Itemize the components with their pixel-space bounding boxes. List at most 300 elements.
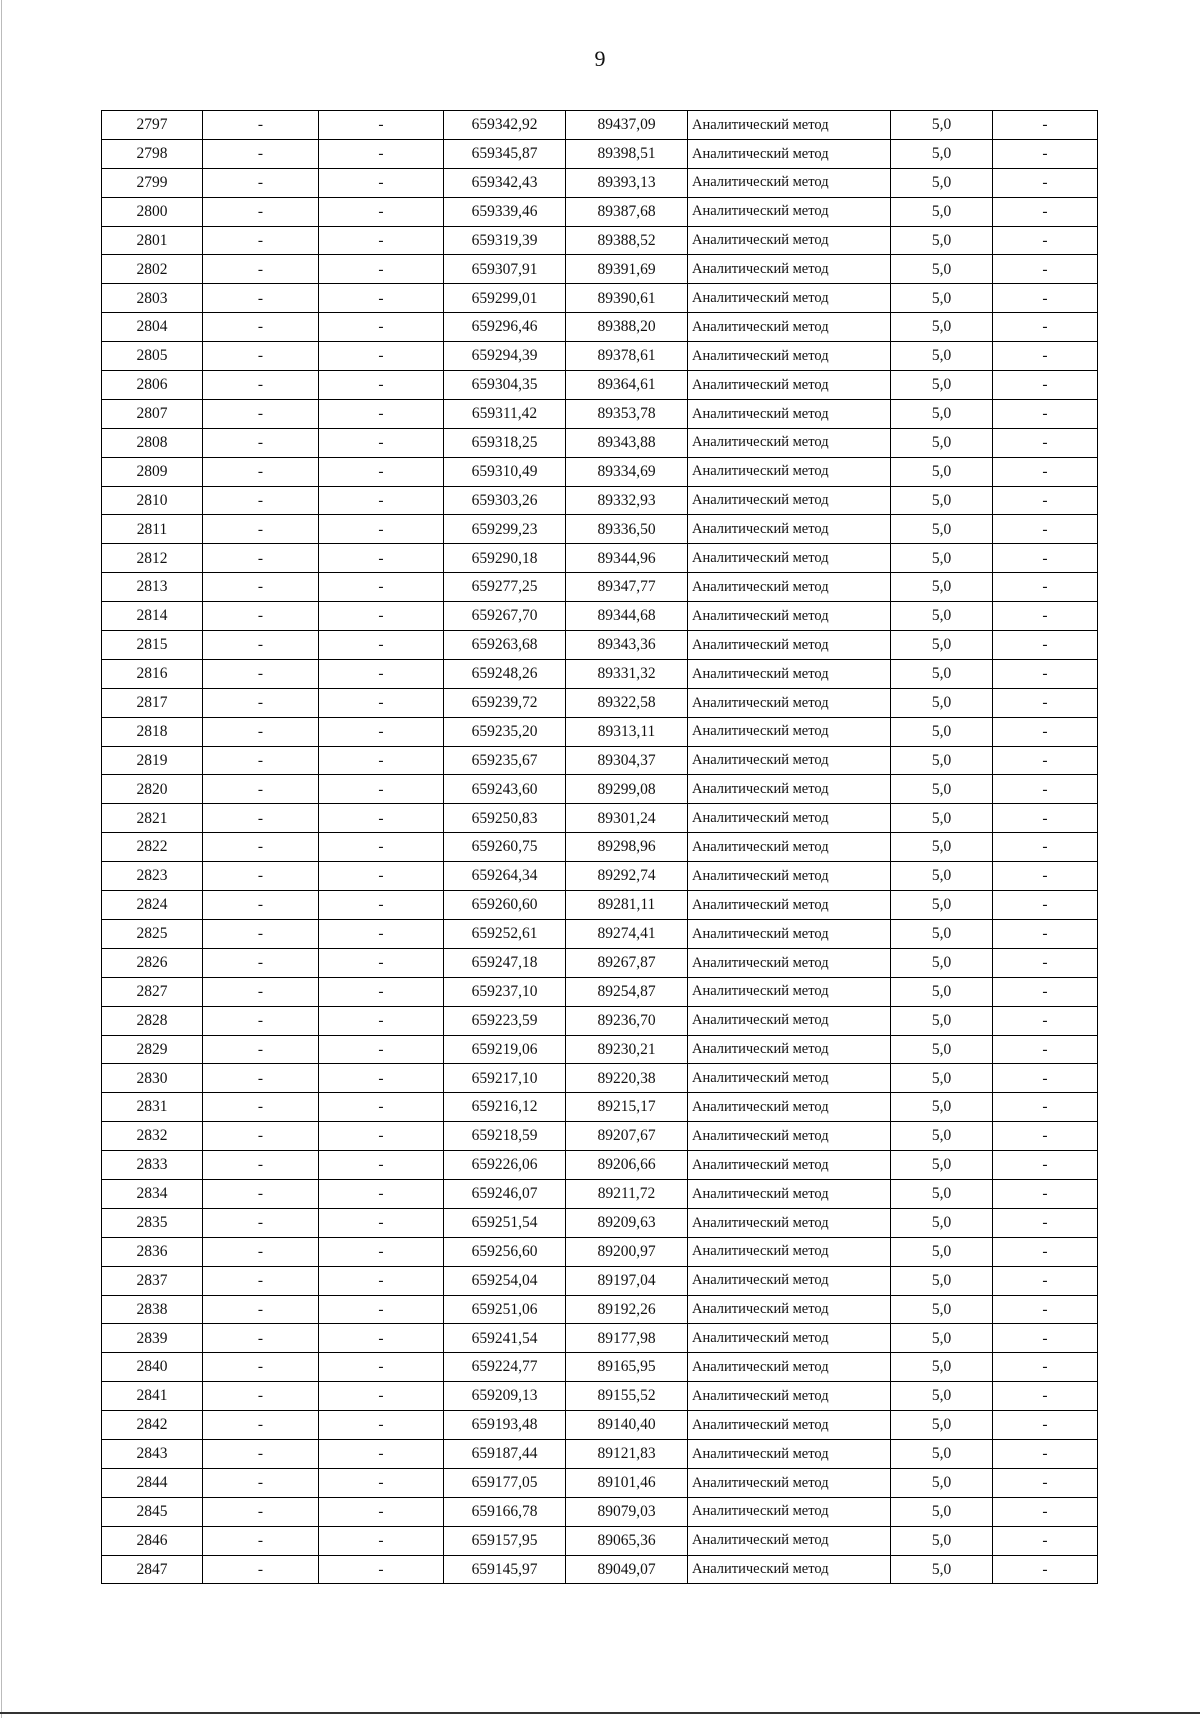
empty-cell-a: - <box>203 688 319 717</box>
empty-cell-b: - <box>319 342 444 371</box>
empty-cell-b: - <box>319 804 444 833</box>
point-number-cell: 2806 <box>102 371 203 400</box>
method-cell: Аналитический метод <box>688 977 891 1006</box>
method-cell: Аналитический метод <box>688 1468 891 1497</box>
method-cell: Аналитический метод <box>688 1035 891 1064</box>
empty-cell-a: - <box>203 399 319 428</box>
table-row <box>102 775 1098 804</box>
empty-cell-a: - <box>203 1555 319 1584</box>
empty-cell-c: - <box>993 948 1098 977</box>
empty-cell-b: - <box>319 1382 444 1411</box>
accuracy-cell: 5,0 <box>891 1324 993 1353</box>
empty-cell-a: - <box>203 168 319 197</box>
accuracy-cell: 5,0 <box>891 255 993 284</box>
point-number-cell: 2803 <box>102 284 203 313</box>
empty-cell-c: - <box>993 342 1098 371</box>
table-row <box>102 919 1098 948</box>
accuracy-cell: 5,0 <box>891 168 993 197</box>
table-row <box>102 717 1098 746</box>
accuracy-cell: 5,0 <box>891 428 993 457</box>
empty-cell-a: - <box>203 1093 319 1122</box>
empty-cell-c: - <box>993 602 1098 631</box>
method-cell: Аналитический метод <box>688 255 891 284</box>
method-cell: Аналитический метод <box>688 1179 891 1208</box>
x-coordinate-cell: 659267,70 <box>444 602 566 631</box>
table-row <box>102 1006 1098 1035</box>
point-number-cell: 2808 <box>102 428 203 457</box>
method-cell: Аналитический метод <box>688 1439 891 1468</box>
empty-cell-b: - <box>319 1353 444 1382</box>
point-number-cell: 2820 <box>102 775 203 804</box>
table-row <box>102 1035 1098 1064</box>
empty-cell-b: - <box>319 428 444 457</box>
method-cell: Аналитический метод <box>688 1266 891 1295</box>
empty-cell-a: - <box>203 139 319 168</box>
accuracy-cell: 5,0 <box>891 688 993 717</box>
empty-cell-c: - <box>993 1266 1098 1295</box>
method-cell: Аналитический метод <box>688 573 891 602</box>
empty-cell-a: - <box>203 544 319 573</box>
empty-cell-a: - <box>203 1266 319 1295</box>
point-number-cell: 2844 <box>102 1468 203 1497</box>
table-row <box>102 1411 1098 1440</box>
table-row <box>102 1122 1098 1151</box>
table-row <box>102 891 1098 920</box>
empty-cell-b: - <box>319 948 444 977</box>
table-row <box>102 1497 1098 1526</box>
empty-cell-b: - <box>319 1555 444 1584</box>
accuracy-cell: 5,0 <box>891 1237 993 1266</box>
table-row <box>102 111 1098 140</box>
method-cell: Аналитический метод <box>688 1353 891 1382</box>
empty-cell-b: - <box>319 1526 444 1555</box>
empty-cell-a: - <box>203 1382 319 1411</box>
point-number-cell: 2832 <box>102 1122 203 1151</box>
method-cell: Аналитический метод <box>688 804 891 833</box>
empty-cell-b: - <box>319 1497 444 1526</box>
x-coordinate-cell: 659294,39 <box>444 342 566 371</box>
empty-cell-c: - <box>993 399 1098 428</box>
table-row <box>102 1353 1098 1382</box>
empty-cell-c: - <box>993 515 1098 544</box>
empty-cell-c: - <box>993 428 1098 457</box>
empty-cell-c: - <box>993 631 1098 660</box>
x-coordinate-cell: 659247,18 <box>444 948 566 977</box>
x-coordinate-cell: 659251,06 <box>444 1295 566 1324</box>
point-number-cell: 2816 <box>102 659 203 688</box>
method-cell: Аналитический метод <box>688 717 891 746</box>
empty-cell-b: - <box>319 1122 444 1151</box>
accuracy-cell: 5,0 <box>891 659 993 688</box>
y-coordinate-cell: 89343,36 <box>566 631 688 660</box>
method-cell: Аналитический метод <box>688 659 891 688</box>
accuracy-cell: 5,0 <box>891 399 993 428</box>
x-coordinate-cell: 659319,39 <box>444 226 566 255</box>
x-coordinate-cell: 659307,91 <box>444 255 566 284</box>
empty-cell-b: - <box>319 1151 444 1180</box>
empty-cell-a: - <box>203 371 319 400</box>
method-cell: Аналитический метод <box>688 1237 891 1266</box>
empty-cell-a: - <box>203 1324 319 1353</box>
table-row <box>102 255 1098 284</box>
y-coordinate-cell: 89347,77 <box>566 573 688 602</box>
empty-cell-b: - <box>319 1439 444 1468</box>
x-coordinate-cell: 659303,26 <box>444 486 566 515</box>
table-row <box>102 804 1098 833</box>
table-body <box>102 111 1098 1584</box>
empty-cell-c: - <box>993 226 1098 255</box>
empty-cell-b: - <box>319 486 444 515</box>
point-number-cell: 2842 <box>102 1411 203 1440</box>
empty-cell-b: - <box>319 775 444 804</box>
method-cell: Аналитический метод <box>688 457 891 486</box>
table-row <box>102 1179 1098 1208</box>
empty-cell-b: - <box>319 197 444 226</box>
point-number-cell: 2801 <box>102 226 203 255</box>
empty-cell-a: - <box>203 1526 319 1555</box>
y-coordinate-cell: 89298,96 <box>566 833 688 862</box>
accuracy-cell: 5,0 <box>891 1295 993 1324</box>
empty-cell-c: - <box>993 891 1098 920</box>
empty-cell-c: - <box>993 1179 1098 1208</box>
method-cell: Аналитический метод <box>688 833 891 862</box>
method-cell: Аналитический метод <box>688 1324 891 1353</box>
accuracy-cell: 5,0 <box>891 1555 993 1584</box>
empty-cell-c: - <box>993 717 1098 746</box>
empty-cell-a: - <box>203 1064 319 1093</box>
empty-cell-b: - <box>319 371 444 400</box>
empty-cell-a: - <box>203 1439 319 1468</box>
method-cell: Аналитический метод <box>688 1208 891 1237</box>
x-coordinate-cell: 659216,12 <box>444 1093 566 1122</box>
empty-cell-b: - <box>319 313 444 342</box>
point-number-cell: 2809 <box>102 457 203 486</box>
table-row <box>102 1237 1098 1266</box>
empty-cell-a: - <box>203 313 319 342</box>
point-number-cell: 2811 <box>102 515 203 544</box>
empty-cell-a: - <box>203 659 319 688</box>
table-row <box>102 342 1098 371</box>
x-coordinate-cell: 659177,05 <box>444 1468 566 1497</box>
x-coordinate-cell: 659252,61 <box>444 919 566 948</box>
point-number-cell: 2840 <box>102 1353 203 1382</box>
x-coordinate-cell: 659264,34 <box>444 862 566 891</box>
point-number-cell: 2799 <box>102 168 203 197</box>
table-row <box>102 1208 1098 1237</box>
y-coordinate-cell: 89274,41 <box>566 919 688 948</box>
empty-cell-c: - <box>993 1555 1098 1584</box>
point-number-cell: 2827 <box>102 977 203 1006</box>
x-coordinate-cell: 659223,59 <box>444 1006 566 1035</box>
empty-cell-b: - <box>319 544 444 573</box>
empty-cell-c: - <box>993 313 1098 342</box>
empty-cell-b: - <box>319 515 444 544</box>
accuracy-cell: 5,0 <box>891 891 993 920</box>
empty-cell-c: - <box>993 139 1098 168</box>
empty-cell-b: - <box>319 1006 444 1035</box>
method-cell: Аналитический метод <box>688 1093 891 1122</box>
table-row <box>102 1093 1098 1122</box>
accuracy-cell: 5,0 <box>891 1411 993 1440</box>
point-number-cell: 2836 <box>102 1237 203 1266</box>
empty-cell-b: - <box>319 1035 444 1064</box>
empty-cell-b: - <box>319 833 444 862</box>
empty-cell-c: - <box>993 1035 1098 1064</box>
y-coordinate-cell: 89215,17 <box>566 1093 688 1122</box>
empty-cell-a: - <box>203 1006 319 1035</box>
table-row <box>102 226 1098 255</box>
x-coordinate-cell: 659277,25 <box>444 573 566 602</box>
x-coordinate-cell: 659237,10 <box>444 977 566 1006</box>
accuracy-cell: 5,0 <box>891 919 993 948</box>
coordinates-table <box>101 110 1098 1584</box>
point-number-cell: 2819 <box>102 746 203 775</box>
accuracy-cell: 5,0 <box>891 1497 993 1526</box>
empty-cell-b: - <box>319 1411 444 1440</box>
empty-cell-c: - <box>993 197 1098 226</box>
empty-cell-b: - <box>319 891 444 920</box>
table-row <box>102 746 1098 775</box>
table-row <box>102 313 1098 342</box>
y-coordinate-cell: 89437,09 <box>566 111 688 140</box>
empty-cell-c: - <box>993 775 1098 804</box>
method-cell: Аналитический метод <box>688 1295 891 1324</box>
y-coordinate-cell: 89344,68 <box>566 602 688 631</box>
accuracy-cell: 5,0 <box>891 1526 993 1555</box>
empty-cell-a: - <box>203 342 319 371</box>
empty-cell-c: - <box>993 1382 1098 1411</box>
method-cell: Аналитический метод <box>688 891 891 920</box>
method-cell: Аналитический метод <box>688 486 891 515</box>
point-number-cell: 2846 <box>102 1526 203 1555</box>
y-coordinate-cell: 89332,93 <box>566 486 688 515</box>
empty-cell-a: - <box>203 862 319 891</box>
method-cell: Аналитический метод <box>688 1064 891 1093</box>
empty-cell-a: - <box>203 1151 319 1180</box>
accuracy-cell: 5,0 <box>891 631 993 660</box>
y-coordinate-cell: 89393,13 <box>566 168 688 197</box>
empty-cell-c: - <box>993 1093 1098 1122</box>
x-coordinate-cell: 659251,54 <box>444 1208 566 1237</box>
y-coordinate-cell: 89065,36 <box>566 1526 688 1555</box>
empty-cell-a: - <box>203 428 319 457</box>
x-coordinate-cell: 659226,06 <box>444 1151 566 1180</box>
empty-cell-a: - <box>203 457 319 486</box>
table-row <box>102 544 1098 573</box>
empty-cell-a: - <box>203 1497 319 1526</box>
empty-cell-a: - <box>203 602 319 631</box>
accuracy-cell: 5,0 <box>891 1266 993 1295</box>
empty-cell-c: - <box>993 1411 1098 1440</box>
point-number-cell: 2829 <box>102 1035 203 1064</box>
x-coordinate-cell: 659254,04 <box>444 1266 566 1295</box>
y-coordinate-cell: 89230,21 <box>566 1035 688 1064</box>
method-cell: Аналитический метод <box>688 746 891 775</box>
table-row <box>102 1295 1098 1324</box>
method-cell: Аналитический метод <box>688 284 891 313</box>
point-number-cell: 2833 <box>102 1151 203 1180</box>
point-number-cell: 2839 <box>102 1324 203 1353</box>
empty-cell-a: - <box>203 486 319 515</box>
empty-cell-b: - <box>319 1179 444 1208</box>
empty-cell-a: - <box>203 197 319 226</box>
point-number-cell: 2813 <box>102 573 203 602</box>
y-coordinate-cell: 89364,61 <box>566 371 688 400</box>
y-coordinate-cell: 89281,11 <box>566 891 688 920</box>
table-row <box>102 1064 1098 1093</box>
method-cell: Аналитический метод <box>688 919 891 948</box>
empty-cell-b: - <box>319 688 444 717</box>
method-cell: Аналитический метод <box>688 1555 891 1584</box>
x-coordinate-cell: 659239,72 <box>444 688 566 717</box>
empty-cell-b: - <box>319 1324 444 1353</box>
table-row <box>102 688 1098 717</box>
method-cell: Аналитический метод <box>688 313 891 342</box>
accuracy-cell: 5,0 <box>891 111 993 140</box>
empty-cell-c: - <box>993 1122 1098 1151</box>
empty-cell-c: - <box>993 746 1098 775</box>
empty-cell-b: - <box>319 1208 444 1237</box>
y-coordinate-cell: 89165,95 <box>566 1353 688 1382</box>
x-coordinate-cell: 659193,48 <box>444 1411 566 1440</box>
table-row <box>102 1151 1098 1180</box>
method-cell: Аналитический метод <box>688 197 891 226</box>
empty-cell-b: - <box>319 226 444 255</box>
point-number-cell: 2830 <box>102 1064 203 1093</box>
empty-cell-c: - <box>993 284 1098 313</box>
empty-cell-a: - <box>203 1295 319 1324</box>
accuracy-cell: 5,0 <box>891 833 993 862</box>
accuracy-cell: 5,0 <box>891 1382 993 1411</box>
accuracy-cell: 5,0 <box>891 371 993 400</box>
y-coordinate-cell: 89301,24 <box>566 804 688 833</box>
point-number-cell: 2831 <box>102 1093 203 1122</box>
y-coordinate-cell: 89236,70 <box>566 1006 688 1035</box>
accuracy-cell: 5,0 <box>891 775 993 804</box>
point-number-cell: 2841 <box>102 1382 203 1411</box>
method-cell: Аналитический метод <box>688 775 891 804</box>
table-row <box>102 1266 1098 1295</box>
method-cell: Аналитический метод <box>688 399 891 428</box>
empty-cell-a: - <box>203 775 319 804</box>
empty-cell-b: - <box>319 1064 444 1093</box>
method-cell: Аналитический метод <box>688 602 891 631</box>
x-coordinate-cell: 659299,01 <box>444 284 566 313</box>
x-coordinate-cell: 659342,43 <box>444 168 566 197</box>
point-number-cell: 2824 <box>102 891 203 920</box>
table-row <box>102 573 1098 602</box>
method-cell: Аналитический метод <box>688 631 891 660</box>
empty-cell-c: - <box>993 1295 1098 1324</box>
y-coordinate-cell: 89343,88 <box>566 428 688 457</box>
empty-cell-c: - <box>993 919 1098 948</box>
accuracy-cell: 5,0 <box>891 197 993 226</box>
table-row <box>102 486 1098 515</box>
empty-cell-b: - <box>319 399 444 428</box>
table-row <box>102 168 1098 197</box>
table-row <box>102 371 1098 400</box>
empty-cell-a: - <box>203 1208 319 1237</box>
table-row <box>102 399 1098 428</box>
point-number-cell: 2797 <box>102 111 203 140</box>
point-number-cell: 2847 <box>102 1555 203 1584</box>
x-coordinate-cell: 659246,07 <box>444 1179 566 1208</box>
point-number-cell: 2814 <box>102 602 203 631</box>
y-coordinate-cell: 89197,04 <box>566 1266 688 1295</box>
empty-cell-b: - <box>319 573 444 602</box>
point-number-cell: 2810 <box>102 486 203 515</box>
x-coordinate-cell: 659290,18 <box>444 544 566 573</box>
method-cell: Аналитический метод <box>688 1006 891 1035</box>
empty-cell-c: - <box>993 1006 1098 1035</box>
empty-cell-a: - <box>203 1179 319 1208</box>
accuracy-cell: 5,0 <box>891 1468 993 1497</box>
table-row <box>102 457 1098 486</box>
point-number-cell: 2843 <box>102 1439 203 1468</box>
method-cell: Аналитический метод <box>688 1382 891 1411</box>
x-coordinate-cell: 659235,20 <box>444 717 566 746</box>
scan-edge-line <box>1 0 2 1718</box>
accuracy-cell: 5,0 <box>891 717 993 746</box>
accuracy-cell: 5,0 <box>891 602 993 631</box>
page-number: 9 <box>594 46 606 71</box>
empty-cell-b: - <box>319 139 444 168</box>
accuracy-cell: 5,0 <box>891 1093 993 1122</box>
y-coordinate-cell: 89353,78 <box>566 399 688 428</box>
y-coordinate-cell: 89292,74 <box>566 862 688 891</box>
empty-cell-c: - <box>993 977 1098 1006</box>
table-row <box>102 1468 1098 1497</box>
y-coordinate-cell: 89220,38 <box>566 1064 688 1093</box>
method-cell: Аналитический метод <box>688 688 891 717</box>
accuracy-cell: 5,0 <box>891 1064 993 1093</box>
y-coordinate-cell: 89336,50 <box>566 515 688 544</box>
empty-cell-b: - <box>319 1093 444 1122</box>
accuracy-cell: 5,0 <box>891 486 993 515</box>
empty-cell-b: - <box>319 111 444 140</box>
empty-cell-a: - <box>203 515 319 544</box>
empty-cell-a: - <box>203 255 319 284</box>
empty-cell-a: - <box>203 573 319 602</box>
empty-cell-b: - <box>319 602 444 631</box>
y-coordinate-cell: 89299,08 <box>566 775 688 804</box>
y-coordinate-cell: 89313,11 <box>566 717 688 746</box>
empty-cell-a: - <box>203 631 319 660</box>
x-coordinate-cell: 659304,35 <box>444 371 566 400</box>
x-coordinate-cell: 659187,44 <box>444 1439 566 1468</box>
empty-cell-a: - <box>203 746 319 775</box>
y-coordinate-cell: 89390,61 <box>566 284 688 313</box>
x-coordinate-cell: 659218,59 <box>444 1122 566 1151</box>
method-cell: Аналитический метод <box>688 371 891 400</box>
table-row <box>102 862 1098 891</box>
empty-cell-a: - <box>203 1122 319 1151</box>
x-coordinate-cell: 659311,42 <box>444 399 566 428</box>
accuracy-cell: 5,0 <box>891 313 993 342</box>
x-coordinate-cell: 659241,54 <box>444 1324 566 1353</box>
empty-cell-b: - <box>319 457 444 486</box>
x-coordinate-cell: 659256,60 <box>444 1237 566 1266</box>
table-row <box>102 1555 1098 1584</box>
point-number-cell: 2798 <box>102 139 203 168</box>
point-number-cell: 2802 <box>102 255 203 284</box>
x-coordinate-cell: 659219,06 <box>444 1035 566 1064</box>
point-number-cell: 2823 <box>102 862 203 891</box>
y-coordinate-cell: 89344,96 <box>566 544 688 573</box>
y-coordinate-cell: 89121,83 <box>566 1439 688 1468</box>
point-number-cell: 2838 <box>102 1295 203 1324</box>
method-cell: Аналитический метод <box>688 139 891 168</box>
